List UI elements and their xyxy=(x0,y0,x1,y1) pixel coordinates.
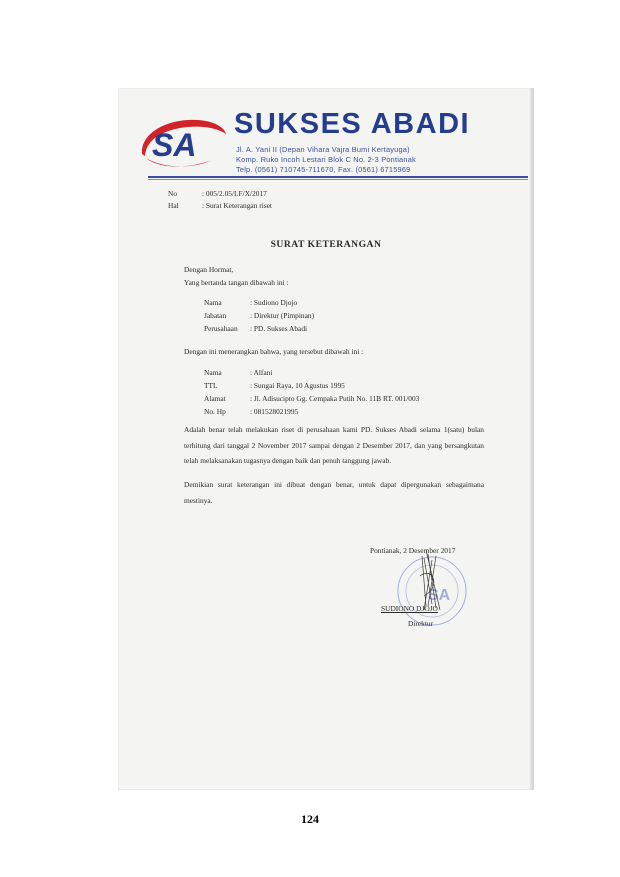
body-paragraph: Adalah benar telah melakukan riset di perusahaan kami PD. Sukses Abadi selama 1(satu) bulan terhitung dari tanggal 2 November 2017 sampai dengan 2 Desember 2017, dan yang bersangkutan telah melaksanakan tugasnya dengan baik dan penuh tanggung jawab. xyxy=(184,425,484,465)
signature-position: Direktur xyxy=(408,619,434,628)
address-line-1: Jl. A. Yani II (Depan Vihara Vajra Bumi Kertayuga) xyxy=(236,145,410,154)
address-line-3: Telp. (0561) 710745-711670, Fax. (0561) 6715969 xyxy=(236,165,411,174)
subject-label-phone: No. Hp xyxy=(204,407,226,416)
subject-value-ttl: : Sungai Raya, 10 Agustus 1995 xyxy=(250,381,345,390)
signatory-value-company: : PD. Sukses Abadi xyxy=(250,324,308,333)
header-rule xyxy=(148,176,528,178)
subject-label-address: Alamat xyxy=(204,394,226,403)
company-logo xyxy=(136,108,228,174)
header-rule-thin xyxy=(148,179,528,180)
greeting: Dengan Hormat, xyxy=(184,265,234,274)
signatory-label-position: Jabatan xyxy=(204,311,227,320)
logo-letters: SA xyxy=(152,127,197,163)
signatory-label-name: Nama xyxy=(204,298,222,307)
hal-label: Hal xyxy=(168,201,179,210)
stamp-logo-letters: SA xyxy=(428,587,451,604)
subject-label-ttl: TTL xyxy=(204,381,218,390)
closing-paragraph: Demikian surat keterangan ini dibuat dengan benar, untuk dapat dipergunakan sebagaimana mestinya. xyxy=(184,480,484,505)
signature-place-date: Pontianak, 2 Desember 2017 xyxy=(370,546,456,555)
address-line-2: Komp. Ruko Incoh Lestari Blok C No. 2-3 Pontianak xyxy=(236,155,416,164)
subject-value-address: : Jl. Adisucipto Gg. Cempaka Putih No. 11B RT. 001/003 xyxy=(250,394,420,403)
intro-text: Yang bertanda tangan dibawah ini : xyxy=(184,278,289,287)
signatory-label-company: Perusahaan xyxy=(204,324,238,333)
company-name: SUKSES ABADI xyxy=(234,108,471,140)
statement-text: Dengan ini menerangkan bahwa, yang tersebut dibawah ini : xyxy=(184,347,364,356)
subject-value-phone: : 081528021995 xyxy=(250,407,299,416)
subject-value-name: : Alfani xyxy=(250,368,273,377)
letter-title: SURAT KETERANGAN xyxy=(270,239,382,250)
no-value: : 005/2.05/LF/X/2017 xyxy=(202,189,267,198)
signatory-value-position: : Direktur (Pimpinan) xyxy=(250,311,315,320)
scanned-letter xyxy=(118,88,534,790)
no-label: No xyxy=(168,189,178,198)
signature-name: SUDIONO DJOJO xyxy=(381,604,438,613)
hal-value: : Surat Keterangan riset xyxy=(202,201,272,210)
page-number: 124 xyxy=(301,812,319,826)
subject-label-name: Nama xyxy=(204,368,222,377)
signatory-value-name: : Sudiono Djojo xyxy=(250,298,298,307)
